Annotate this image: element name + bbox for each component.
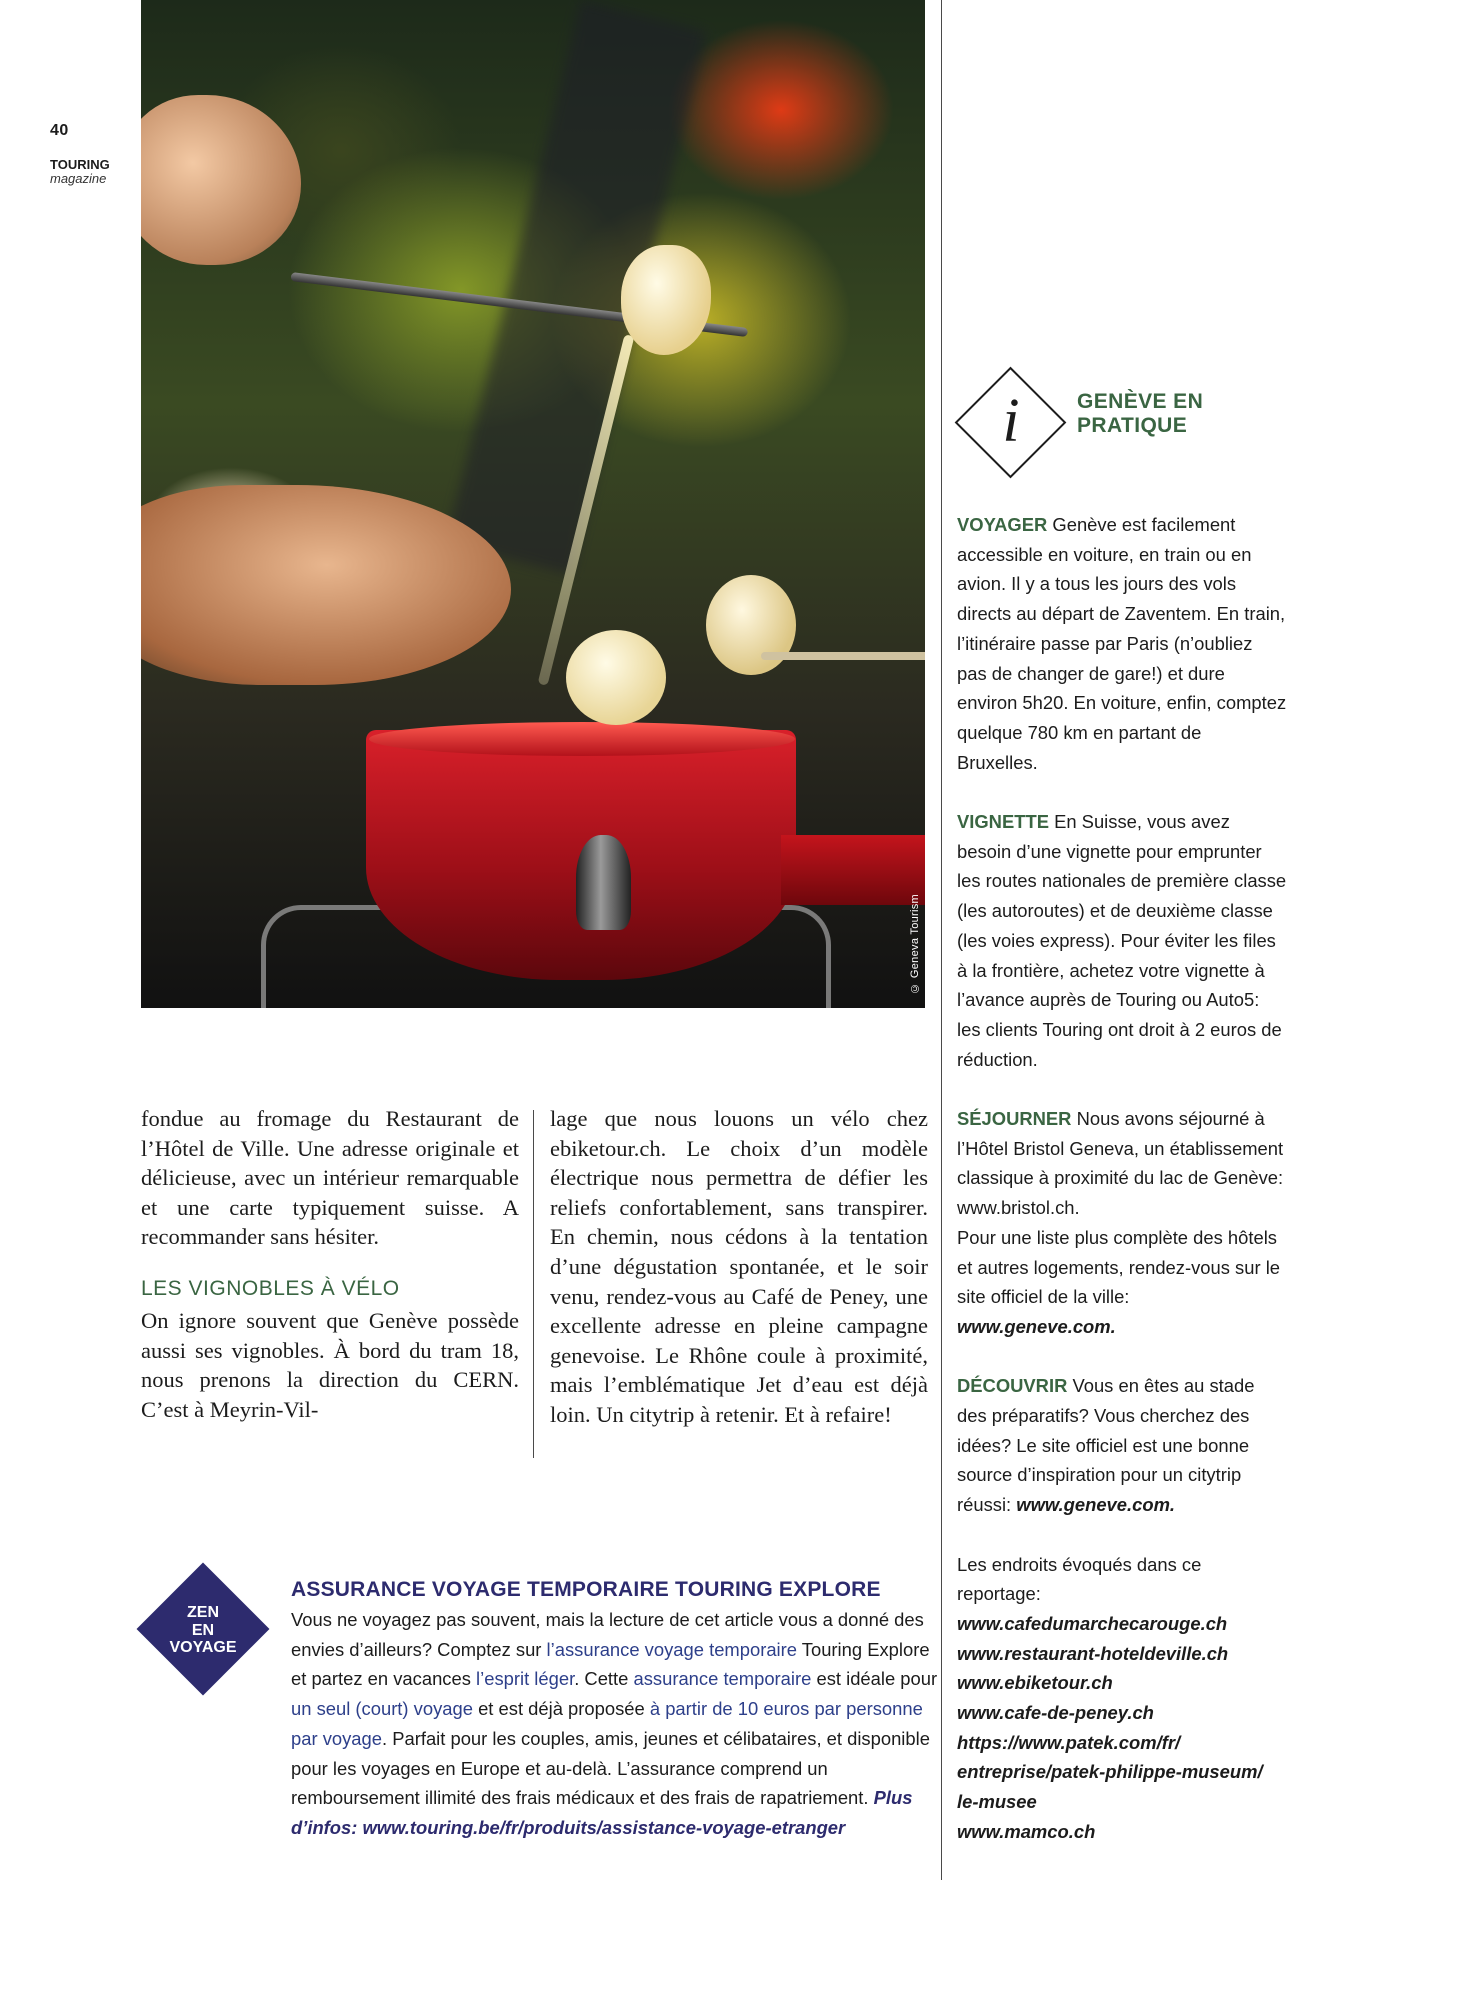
- article-column-2: [550, 1104, 928, 1430]
- insurance-highlight: à partir de 10 euros par personne par voyage: [291, 1698, 923, 1749]
- insurance-text: Touring Explore et partez en vacances: [291, 1638, 930, 1690]
- info-box-header: [956, 368, 1316, 478]
- place-link[interactable]: https://www.patek.com/fr/: [957, 1731, 1181, 1753]
- article-paragraph: lage que nous louons un vélo chez ebiketour.ch. Le choix d’un modèle électrique nous permettra de défier les reliefs confortablement, sans transpirer. En chemin, nous cédons à la tentation d’une dégustation spontanée, et le soir venu, rendez-vous au Café de Peney, une excellente adresse en pleine campagne genevoise. Le Rhône coule à proximité, mais l’emblématique Jet d’eau est déjà loin. Un citytrip à retenir. Et à refaire!: [550, 1106, 928, 1427]
- info-sejourner: [957, 1104, 1287, 1342]
- zen-badge-line: ZEN: [187, 1604, 219, 1621]
- insurance-text: . Parfait pour les couples, amis, jeunes et célibataires, et disponible pour les voyages en Europe et au-delà. L’assurance comprend un remboursement illimité des frais médicaux et des frais de rapatriement.: [291, 1727, 930, 1809]
- insurance-title: ASSURANCE VOYAGE TEMPORAIRE TOURING EXPLORE: [291, 1578, 881, 1601]
- photo-fondue-fork: [761, 652, 925, 660]
- info-icon: i: [1002, 387, 1020, 455]
- zen-badge: [140, 1604, 266, 1657]
- info-voyager: [957, 510, 1287, 777]
- info-text: Vous en êtes au stade des préparatifs? Vous cherchez des idées? Le site officiel est une bonne source d’inspiration pour un citytrip réussi:: [957, 1375, 1255, 1516]
- photo-pot-rim: [369, 722, 795, 756]
- page-number: 40: [50, 122, 69, 139]
- info-keyword: DÉCOUVRIR: [957, 1375, 1068, 1397]
- info-box-title: GENÈVE EN PRATIQUE: [1077, 390, 1204, 437]
- insurance-more-link[interactable]: Plus d’infos: www.touring.be/fr/produits/assistance-voyage-etranger: [291, 1787, 913, 1838]
- info-link[interactable]: www.geneve.com.: [1016, 1494, 1176, 1516]
- sidebar-divider: [941, 0, 942, 1880]
- info-decouvrir: [957, 1371, 1287, 1520]
- info-sidebar: [957, 510, 1287, 1847]
- photo-burner-knob: [576, 835, 631, 930]
- place-link[interactable]: www.mamco.ch: [957, 1820, 1096, 1842]
- info-link[interactable]: www.geneve.com.: [957, 1315, 1116, 1337]
- insurance-highlight: l’assurance voyage temporaire: [546, 1638, 797, 1660]
- info-text: Nous avons séjourné à l’Hôtel Bristol Geneva, un établissement classique à proximité du lac de Genève: www.bristol.ch.: [957, 1108, 1284, 1219]
- info-vignette: [957, 807, 1287, 1074]
- photo-bread-piece: [566, 630, 666, 725]
- info-keyword: SÉJOURNER: [957, 1108, 1072, 1130]
- info-text: En Suisse, vous avez besoin d’une vignette pour emprunter les routes nationales de première classe (les autoroutes) et de deuxième classe (les voies express). Pour éviter les files à la frontière, achetez votre vignette à l’avance auprès de Touring ou Auto5: les clients Touring ont droit à 2 euros de réduction.: [957, 811, 1287, 1070]
- photo-credit: © Geneva Tourism: [909, 894, 921, 994]
- info-keyword: VOYAGER: [957, 514, 1048, 535]
- places-list: [957, 1550, 1287, 1847]
- article-column-1: [141, 1104, 519, 1424]
- insurance-text: . Cette: [574, 1668, 634, 1690]
- insurance-box: [291, 1575, 941, 1843]
- info-text: Genève est facilement accessible en voiture, en train ou en avion. Il y a tous les jours des vols directs au départ de Zaventem. En train, l’itinéraire passe par Paris (n’oubliez pas de changer de gare!) et dure environ 5h20. En voiture, enfin, comptez quelque 780 km en partant de Bruxelles.: [957, 514, 1287, 773]
- photo-bread-piece: [706, 575, 796, 675]
- info-text: Pour une liste plus complète des hôtels et autres logements, rendez-vous sur le site officiel de la ville:: [957, 1226, 1281, 1308]
- magazine-brand: TOURING: [50, 157, 110, 172]
- article-paragraph: fondue au fromage du Restaurant de l’Hôtel de Ville. Une adresse originale et délicieuse, avec un intérieur remarquable et une carte typiquement suisse. A recommander sans hésiter.: [141, 1106, 519, 1250]
- place-link[interactable]: www.cafe-de-peney.ch: [957, 1702, 1154, 1724]
- insurance-text: et est déjà proposée: [472, 1698, 650, 1720]
- photo-bread-piece: [621, 245, 711, 355]
- place-link[interactable]: www.restaurant-hoteldeville.ch: [957, 1642, 1229, 1664]
- insurance-highlight: un seul (court) voyage: [291, 1698, 473, 1720]
- insurance-highlight: assurance temporaire: [633, 1668, 812, 1690]
- photo-hand-top: [141, 95, 301, 265]
- info-keyword: VIGNETTE: [957, 811, 1049, 833]
- place-link[interactable]: www.ebiketour.ch: [957, 1672, 1113, 1694]
- places-intro: Les endroits évoqués dans ce reportage:: [957, 1553, 1202, 1605]
- article-paragraph: On ignore souvent que Genève possède aussi ses vignobles. À bord du tram 18, nous prenons la direction du CERN. C’est à Meyrin-Vil-: [141, 1307, 519, 1422]
- zen-badge-line: EN: [191, 1621, 215, 1639]
- article-subhead: LES VIGNOBLES À VÉLO: [141, 1276, 400, 1300]
- page-folio: [50, 122, 110, 186]
- insurance-text: Vous ne voyagez pas souvent, mais la lecture de cet article vous a donné des envies d’ailleurs? Comptez sur: [291, 1609, 924, 1660]
- fondue-photo: [141, 0, 925, 1008]
- place-link[interactable]: www.cafedumarchecarouge.ch: [957, 1612, 1228, 1634]
- zen-badge-line: VOYAGE: [169, 1639, 237, 1656]
- insurance-highlight: l’esprit léger: [476, 1668, 575, 1690]
- insurance-body: [291, 1605, 941, 1843]
- magazine-subtitle: magazine: [50, 171, 107, 186]
- column-divider: [533, 1110, 534, 1458]
- place-link[interactable]: entreprise/patek-philippe-museum/: [957, 1761, 1263, 1783]
- place-link[interactable]: le-musee: [957, 1791, 1037, 1813]
- insurance-text: est idéale pour: [811, 1668, 938, 1690]
- photo-pot-handle: [781, 835, 925, 905]
